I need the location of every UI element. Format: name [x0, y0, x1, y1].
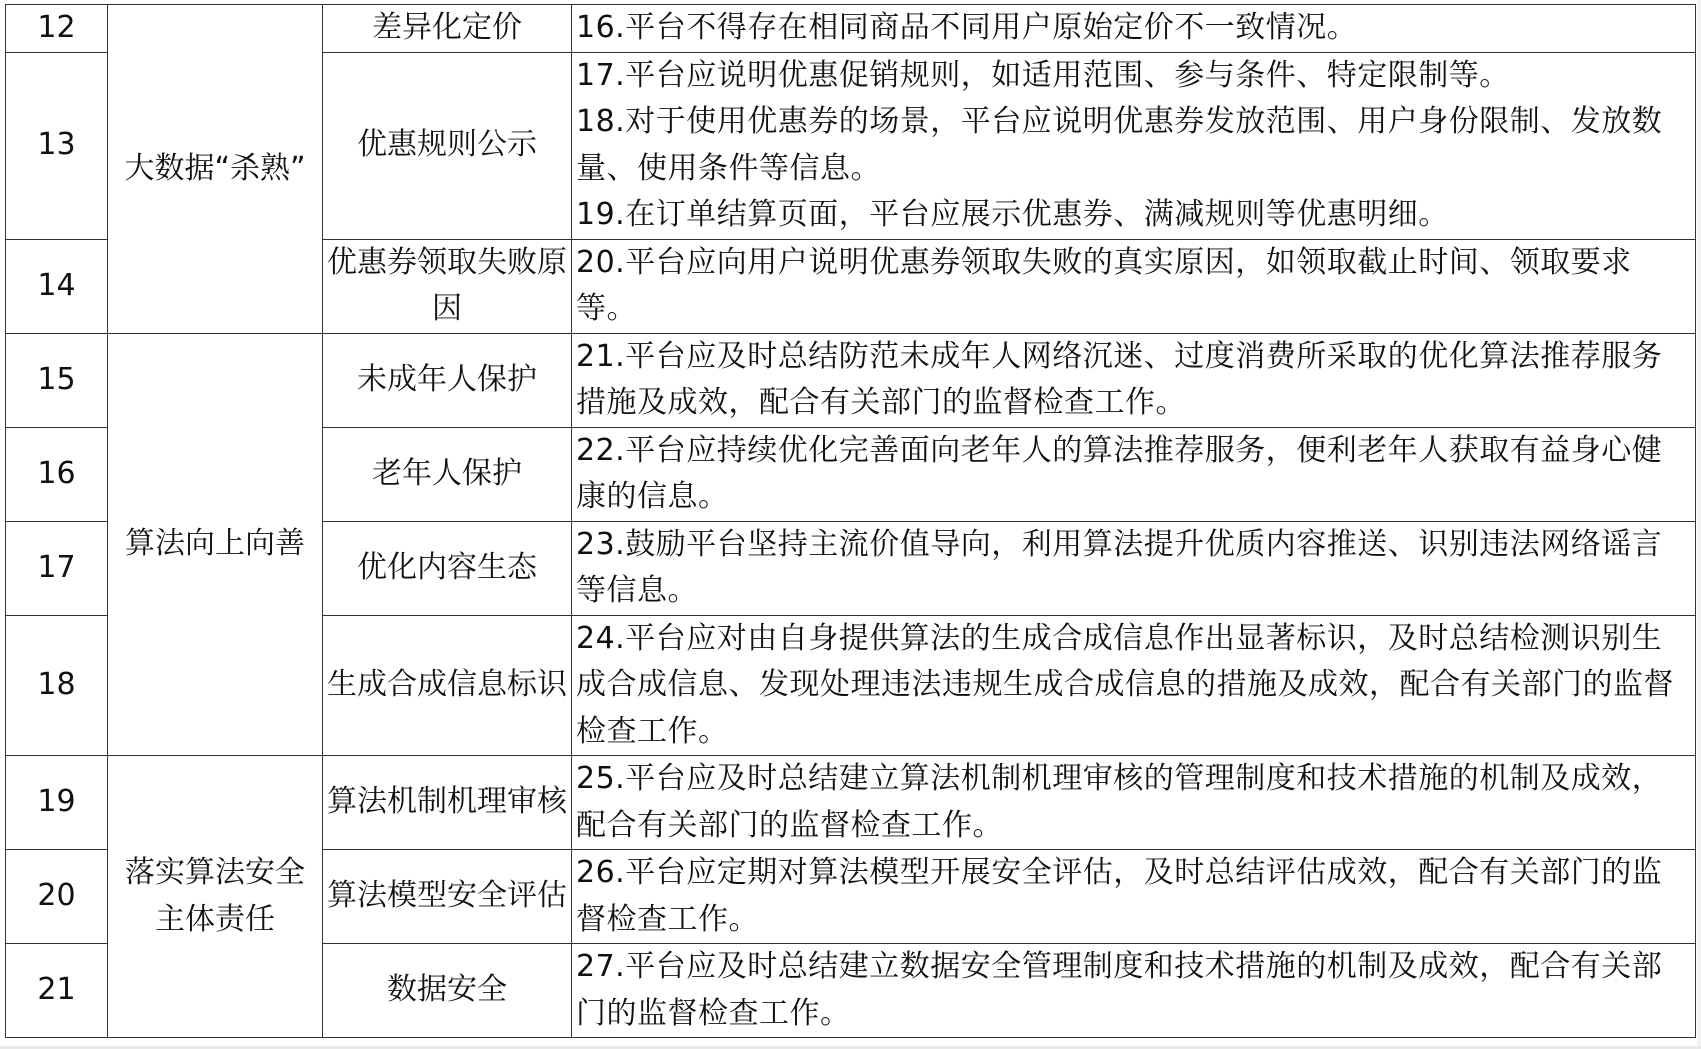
row-number: 19	[6, 756, 108, 850]
requirement-cell	[572, 850, 1696, 944]
subcategory-cell: 优化内容生态	[323, 521, 572, 615]
subcategory-cell: 差异化定价	[323, 5, 572, 53]
requirement-cell	[572, 756, 1696, 850]
requirement-cell	[572, 52, 1696, 239]
subcategory-cell: 优惠券领取失败原因	[323, 239, 572, 333]
requirement-cell	[572, 521, 1696, 615]
requirements-table	[5, 4, 1696, 1038]
row-number: 15	[6, 333, 108, 427]
requirement-text: 22.平台应持续优化完善面向老年人的算法推荐服务，便利老年人获取有益身心健康的信息。	[576, 432, 1663, 514]
table-row	[6, 756, 1696, 850]
requirement-text: 25.平台应及时总结建立算法机制机理审核的管理制度和技术措施的机制及成效，配合有关部门的监督检查工作。	[576, 761, 1663, 843]
requirement-text: 18.对于使用优惠券的场景，平台应说明优惠券发放范围、用户身份限制、发放数量、使用条件等信息。	[576, 104, 1663, 186]
row-number: 18	[6, 615, 108, 756]
requirement-cell	[572, 427, 1696, 521]
category-cell: 落实算法安全主体责任	[108, 756, 323, 1038]
row-number: 13	[6, 52, 108, 239]
requirement-text: 26.平台应定期对算法模型开展安全评估，及时总结评估成效，配合有关部门的监督检查工作。	[576, 855, 1663, 937]
requirement-cell	[572, 333, 1696, 427]
requirement-cell	[572, 615, 1696, 756]
row-number: 12	[6, 5, 108, 53]
category-cell: 大数据“杀熟”	[108, 5, 323, 334]
subcategory-cell: 未成年人保护	[323, 333, 572, 427]
row-number: 21	[6, 944, 108, 1038]
subcategory-cell: 算法机制机理审核	[323, 756, 572, 850]
requirement-text: 23.鼓励平台坚持主流价值导向，利用算法提升优质内容推送、识别违法网络谣言等信息。	[576, 526, 1663, 608]
row-number: 16	[6, 427, 108, 521]
requirement-text: 20.平台应向用户说明优惠券领取失败的真实原因，如领取截止时间、领取要求等。	[576, 244, 1632, 326]
requirement-text: 16.平台不得存在相同商品不同用户原始定价不一致情况。	[576, 10, 1358, 45]
requirement-text: 21.平台应及时总结防范未成年人网络沉迷、过度消费所采取的优化算法推荐服务措施及成效，配合有关部门的监督检查工作。	[576, 338, 1663, 420]
row-number: 17	[6, 521, 108, 615]
requirement-cell	[572, 5, 1696, 53]
requirement-cell	[572, 239, 1696, 333]
requirement-text: 27.平台应及时总结建立数据安全管理制度和技术措施的机制及成效，配合有关部门的监督检查工作。	[576, 949, 1663, 1031]
category-cell: 算法向上向善	[108, 333, 323, 756]
subcategory-cell: 数据安全	[323, 944, 572, 1038]
requirement-text: 17.平台应说明优惠促销规则，如适用范围、参与条件、特定限制等。	[576, 57, 1510, 93]
table-row	[6, 5, 1696, 53]
row-number: 20	[6, 850, 108, 944]
table-row	[6, 333, 1696, 427]
scroll-edge	[1697, 0, 1701, 1049]
subcategory-cell: 老年人保护	[323, 427, 572, 521]
subcategory-cell: 生成合成信息标识	[323, 615, 572, 756]
subcategory-cell: 优惠规则公示	[323, 52, 572, 239]
row-number: 14	[6, 239, 108, 333]
requirement-text: 19.在订单结算页面，平台应展示优惠券、满减规则等优惠明细。	[576, 197, 1449, 232]
requirement-text: 24.平台应对由自身提供算法的生成合成信息作出显著标识，及时总结检测识别生成合成信息、发现处理违法违规生成合成信息的措施及成效，配合有关部门的监督检查工作。	[576, 620, 1674, 749]
subcategory-cell: 算法模型安全评估	[323, 850, 572, 944]
requirement-cell	[572, 944, 1696, 1038]
